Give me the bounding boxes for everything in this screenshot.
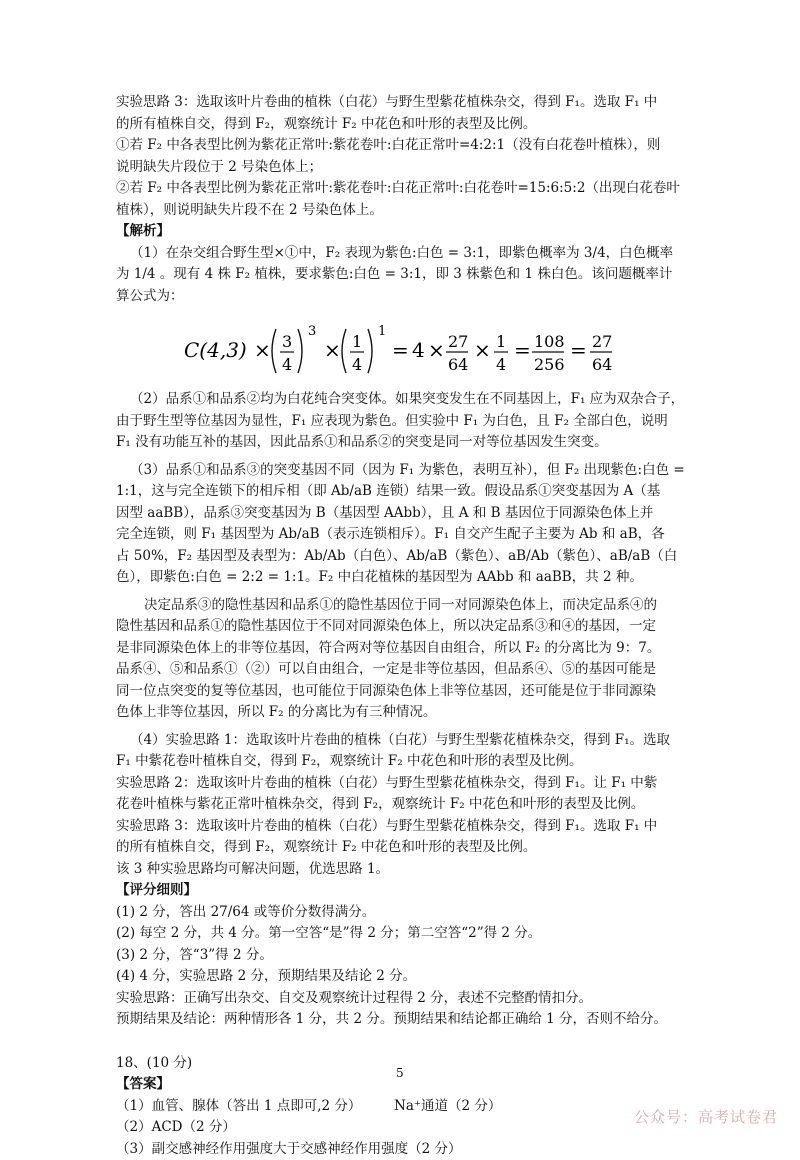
formula-num: 108 (534, 332, 565, 351)
text-line: 同一位点突变的复等位基因，也可能位于同源染色体上非等位基因，还可能是位于非同源染 (116, 681, 692, 703)
formula-equals: = (392, 338, 409, 362)
text-line: （3）品系①和品系③的突变基因不同（因为 F₁ 为紫色，表明互补），但 F₂ 出现紫色:白色 = (116, 460, 692, 482)
formula-combination: C(4,3) (184, 338, 247, 362)
text-line: 实验思路 3：选取该叶片卷曲的植株（白花）与野生型紫花植株杂交，得到 F₁。选取 F₁ 中 (116, 92, 692, 114)
formula-num: 27 (592, 332, 612, 351)
text-line: 隐性基因和品系①的隐性基因位于不同对同源染色体上，所以决定品系③和④的基因，一定 (116, 616, 692, 638)
formula-num: 1 (496, 332, 506, 351)
formula-den: 64 (592, 355, 612, 374)
text-line: (4) 4 分，实验思路 2 分，预期结果及结论 2 分。 (116, 966, 692, 988)
text-line: （1）在杂交组合野生型×①中，F₂ 表现为紫色:白色 = 3:1，即紫色概率为 3/4，白色概率 (116, 243, 692, 265)
formula-equals: = (514, 338, 531, 362)
formula-den: 64 (448, 355, 468, 374)
text-line: 预期结果及结论：两种情形各 1 分，共 2 分。预期结果和结论都正确给 1 分，否则不给分。 (116, 1009, 692, 1031)
text-line: 完全连锁，则 F₁ 基因型为 Ab/aB（表示连锁相斥）。F₁ 自交产生配子主要为 Ab 和 aB，各 (116, 524, 692, 546)
text-line: 实验思路 3：选取该叶片卷曲的植株（白花）与野生型紫花植株杂交，得到 F₁。选取 F₁ 中 (116, 816, 692, 838)
analysis-heading: 【解析】 (116, 221, 692, 243)
question-title: 18、(10 分) (116, 1053, 692, 1075)
text-line: F₁ 中紫花卷叶植株自交，得到 F₂，观察统计 F₂ 中花色和叶形的表型及比例。 (116, 751, 692, 773)
answer-2: （2）ACD（2 分） (116, 1117, 692, 1139)
formula-times: × (474, 338, 491, 362)
text-line: 为 1/4 。现有 4 株 F₂ 植株，要求紫色:白色 = 3:1，即 3 株紫色和 1 株白色。该问题概率计 (116, 264, 692, 286)
text-line: 1:1，这与完全连锁下的相斥相（即 Ab/aB 连锁）结果一致。假设品系①突变基因为 A（基 (116, 481, 692, 503)
formula-num: 1 (352, 332, 362, 351)
text-line: 色体上非等位基因，所以 F₂ 的分离比为有三种情况。 (116, 702, 692, 724)
formula-num: 3 (282, 332, 292, 351)
formula-den: 4 (496, 355, 506, 374)
formula-times: × (428, 338, 445, 362)
text-line: ①若 F₂ 中各表型比例为紫花正常叶:紫花卷叶:白花正常叶=4:2:1（没有白花卷叶植株），则 (116, 135, 692, 157)
text-line: 决定品系③的隐性基因和品系①的隐性基因位于同一对同源染色体上，而决定品系④的 (116, 595, 692, 617)
answer-3: （3）副交感神经作用强度大于交感神经作用强度（2 分） (116, 1139, 692, 1160)
text-line: 的所有植株自交，得到 F₂，观察统计 F₂ 中花色和叶形的表型及比例。 (116, 114, 692, 136)
formula-num: 27 (448, 332, 468, 351)
text-line: (3) 2 分，答“3”得 2 分。 (116, 945, 692, 967)
text-line: 说明缺失片段位于 2 号染色体上； (116, 157, 692, 179)
formula-den: 4 (352, 355, 362, 374)
text-line: 花卷叶植株与紫花正常叶植株杂交，得到 F₂，观察统计 F₂ 中花色和叶形的表型及比例。 (116, 794, 692, 816)
text-line: 的所有植株自交，得到 F₂，观察统计 F₂ 中花色和叶形的表型及比例。 (116, 837, 692, 859)
answer-row (116, 1096, 692, 1118)
answer-heading: 【答案】 (116, 1074, 692, 1096)
page-content (116, 92, 692, 1160)
answer-1-left: （1）血管、腺体（答出 1 点即可,2 分） (116, 1096, 394, 1118)
text-line: 植株），则说明缺失片段不在 2 号染色体上。 (116, 200, 692, 222)
formula-den: 4 (282, 355, 292, 374)
formula-equals: = (570, 338, 587, 362)
formula-times: × (254, 338, 271, 362)
watermark: 公众号：高考试卷君 (634, 1106, 778, 1127)
text-line: 色），即紫色:白色 = 2:2 = 1:1。F₂ 中白花植株的基因型为 AAbb 和 aaBB，共 2 种。 (116, 567, 692, 589)
text-line: 由于野生型等位基因为显性，F₁ 应表现为紫色。但实验中 F₁ 为白色，且 F₂ 全部白色，说明 (116, 411, 692, 433)
text-line: F₁ 没有功能互补的基因，因此品系①和品系②的突变是同一对等位基因发生突变。 (116, 432, 692, 454)
page-number: 5 (396, 1066, 404, 1080)
text-line: 占 50%，F₂ 基因型及表型为：Ab/Ab（白色）、Ab/aB（紫色）、aB/Ab（紫色）、aB/aB（白 (116, 546, 692, 568)
scoring-heading: 【评分细则】 (116, 880, 692, 902)
paren-right (368, 329, 372, 373)
text-line: 因型 aaBB），品系③突变基因为 B（基因型 AAbb），且 A 和 B 基因位于同源染色体上并 (116, 503, 692, 525)
formula-exp: 3 (308, 324, 316, 339)
text-line: 算公式为： (116, 286, 692, 308)
text-line: （2）品系①和品系②均为白花纯合突变体。如果突变发生在不同基因上，F₁ 应为双杂合子， (116, 389, 692, 411)
formula-exp: 1 (378, 324, 386, 339)
text-line: (1) 2 分，答出 27/64 或等价分数得满分。 (116, 902, 692, 924)
paren-left (342, 329, 346, 373)
formula-svg (184, 315, 624, 385)
text-line: 实验思路 2：选取该叶片卷曲的植株（白花）与野生型紫花植株杂交，得到 F₁。让 F₁ 中紫 (116, 773, 692, 795)
text-line: (2) 每空 2 分，共 4 分。第一空答“是”得 2 分；第二空答“2”得 2 分。 (116, 923, 692, 945)
formula-coef: 4 (412, 338, 425, 362)
paren-right (298, 329, 302, 373)
text-line: 实验思路：正确写出杂交、自交及观察统计过程得 2 分，表述不完整酌情扣分。 (116, 988, 692, 1010)
text-line: （4）实验思路 1：选取该叶片卷曲的植株（白花）与野生型紫花植株杂交，得到 F₁。选取 (116, 730, 692, 752)
probability-formula (116, 311, 692, 389)
formula-den: 256 (534, 355, 565, 374)
formula-times: × (324, 338, 341, 362)
answer-1-right: Na⁺通道（2 分） (394, 1096, 501, 1118)
text-line: 品系④、⑤和品系①（②）可以自由组合，一定是非等位基因，但品系④、⑤的基因可能是 (116, 659, 692, 681)
paren-left (272, 329, 276, 373)
text-line: 是非同源染色体上的非等位基因，符合两对等位基因自由组合，所以 F₂ 的分离比为 9：7。 (116, 638, 692, 660)
text-line: ②若 F₂ 中各表型比例为紫花正常叶:紫花卷叶:白花正常叶:白花卷叶=15:6:5:2（出现白花卷叶 (116, 178, 692, 200)
text-line: 该 3 种实验思路均可解决问题，优选思路 1。 (116, 859, 692, 881)
